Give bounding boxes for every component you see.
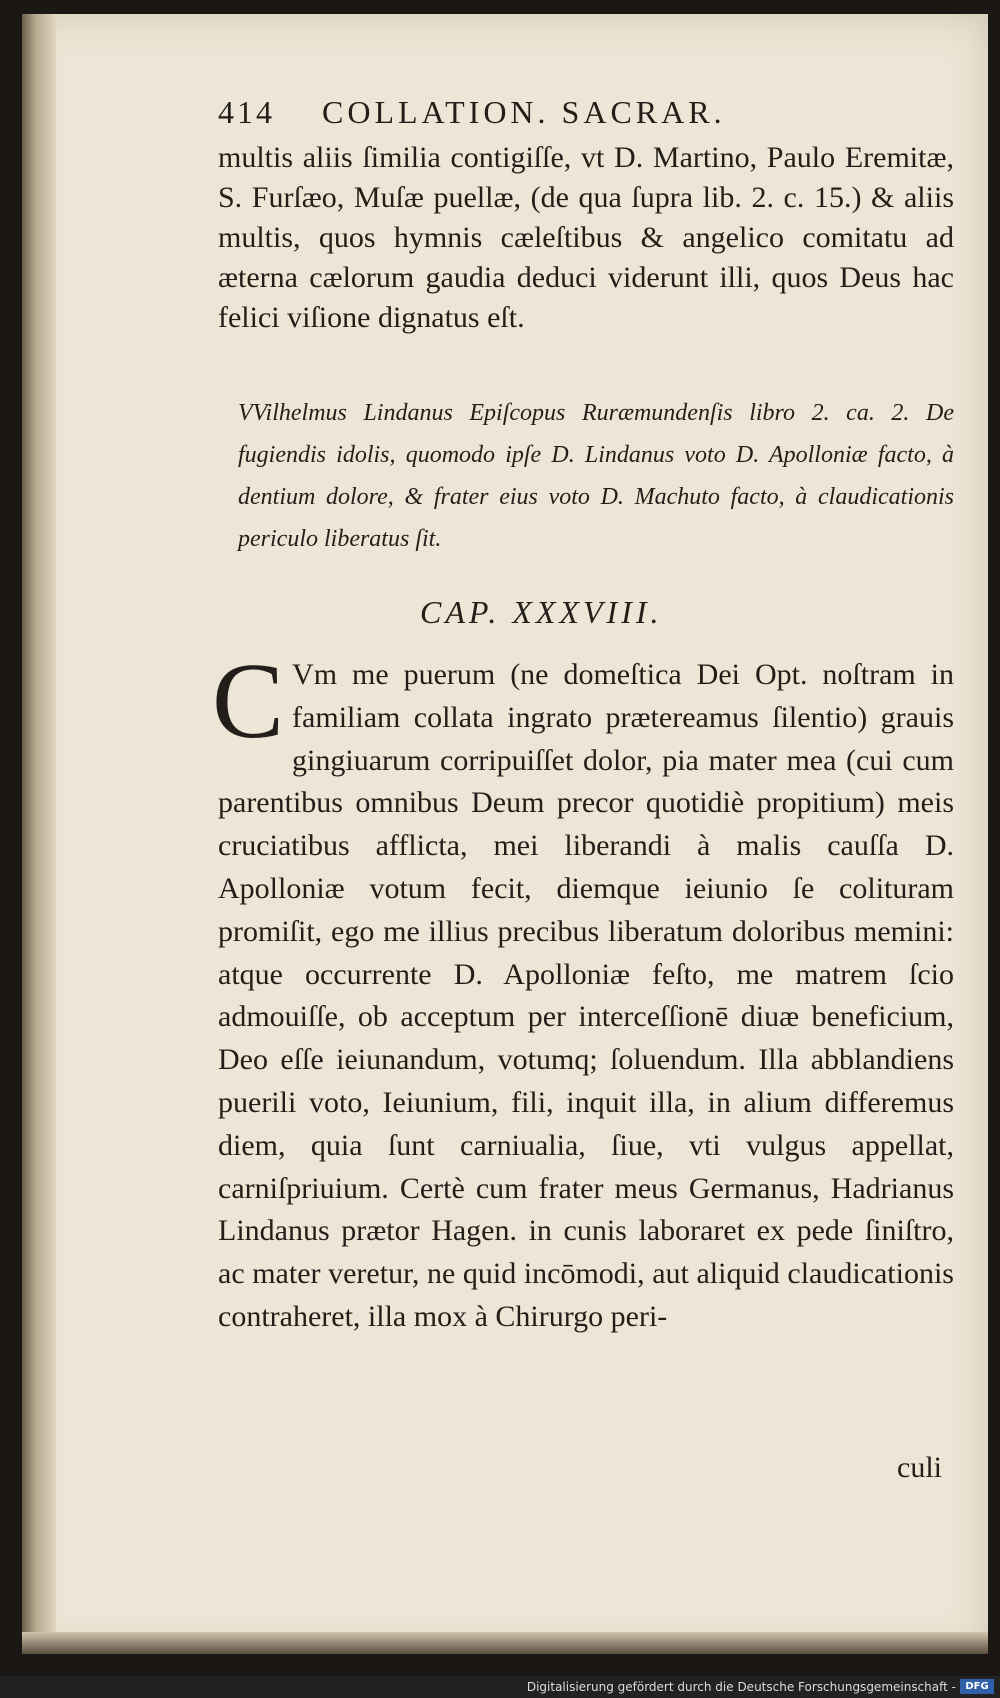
catchword: culi [897,1451,942,1484]
running-title: COLLATION. SACRAR. [322,94,726,130]
page-gutter-edge [22,14,56,1654]
digitization-credit: Digitalisierung gefördert durch die Deutsche Forschungsgemeinschaft - [526,1680,956,1694]
dfg-logo-icon: DFG [960,1679,994,1694]
chapter-summary: VVilhelmus Lindanus Epiſcopus Ruræmundenſis libro 2. ca. 2. De fugiendis idolis, quomodo ipſe D. Lindanus voto D. Apolloniæ facto, à dentium dolore, & frater eius voto D. Machuto facto, à claudicationis periculo liberatus ſit. [238,400,954,552]
page-number: 414 [218,94,275,130]
drop-cap: C [212,642,285,761]
body-text: Vm me puerum (ne domeſtica Dei Opt. noſtram in familiam collata ingrato prætereamus ſilentio) grauis gingiuarum corripuiſſet dolor, pia mater mea (cui cum parentibus omnibus Deum precor quotidiè propitium) meis cruciatibus afflicta, mei liberandi à malis cauſſa D. Apolloniæ votum fecit, diemque ieiunio ſe colituram promiſit, ego me illius precibus liberatum doloribus memini: atque occurrente D. Apolloniæ feſto, me matrem ſcio admouiſſe, ob acceptum per interceſſionē diuæ beneficium, Deo eſſe ieiunandum, votumq; ſoluendum. Illa abblandiens puerili voto, Ieiunium, fili, inquit illa, in alium differemus diem, quia ſunt carniualia, ſiue, vti vulgus appellat, carniſpriuium. Certè cum frater meus Germanus, Hadrianus Lindanus prætor Hagen. in cunis laboraret ex pede ſiniſtro, ac mater veretur, ne quid incōmodi, aut aliquid claudicationis contraheret, illa mox à Chirurgo peri- [218,658,954,1333]
chapter-heading: CAP. XXXVIII. [420,594,663,630]
running-header [218,94,726,131]
paragraph-continuation: multis aliis ſimilia contigiſſe, vt D. Martino, Paulo Eremitæ, S. Furſæo, Muſæ puellæ, (de qua ſupra lib. 2. c. 15.) & aliis multis, quos hymnis cæleſtibus & angelico comitatu ad æterna cælorum gaudia deduci viderunt illi, quos Deus hac felici viſione dignatus eſt. [218,141,954,334]
page-bottom-edge [22,1632,988,1654]
chapter-body [212,642,954,1339]
